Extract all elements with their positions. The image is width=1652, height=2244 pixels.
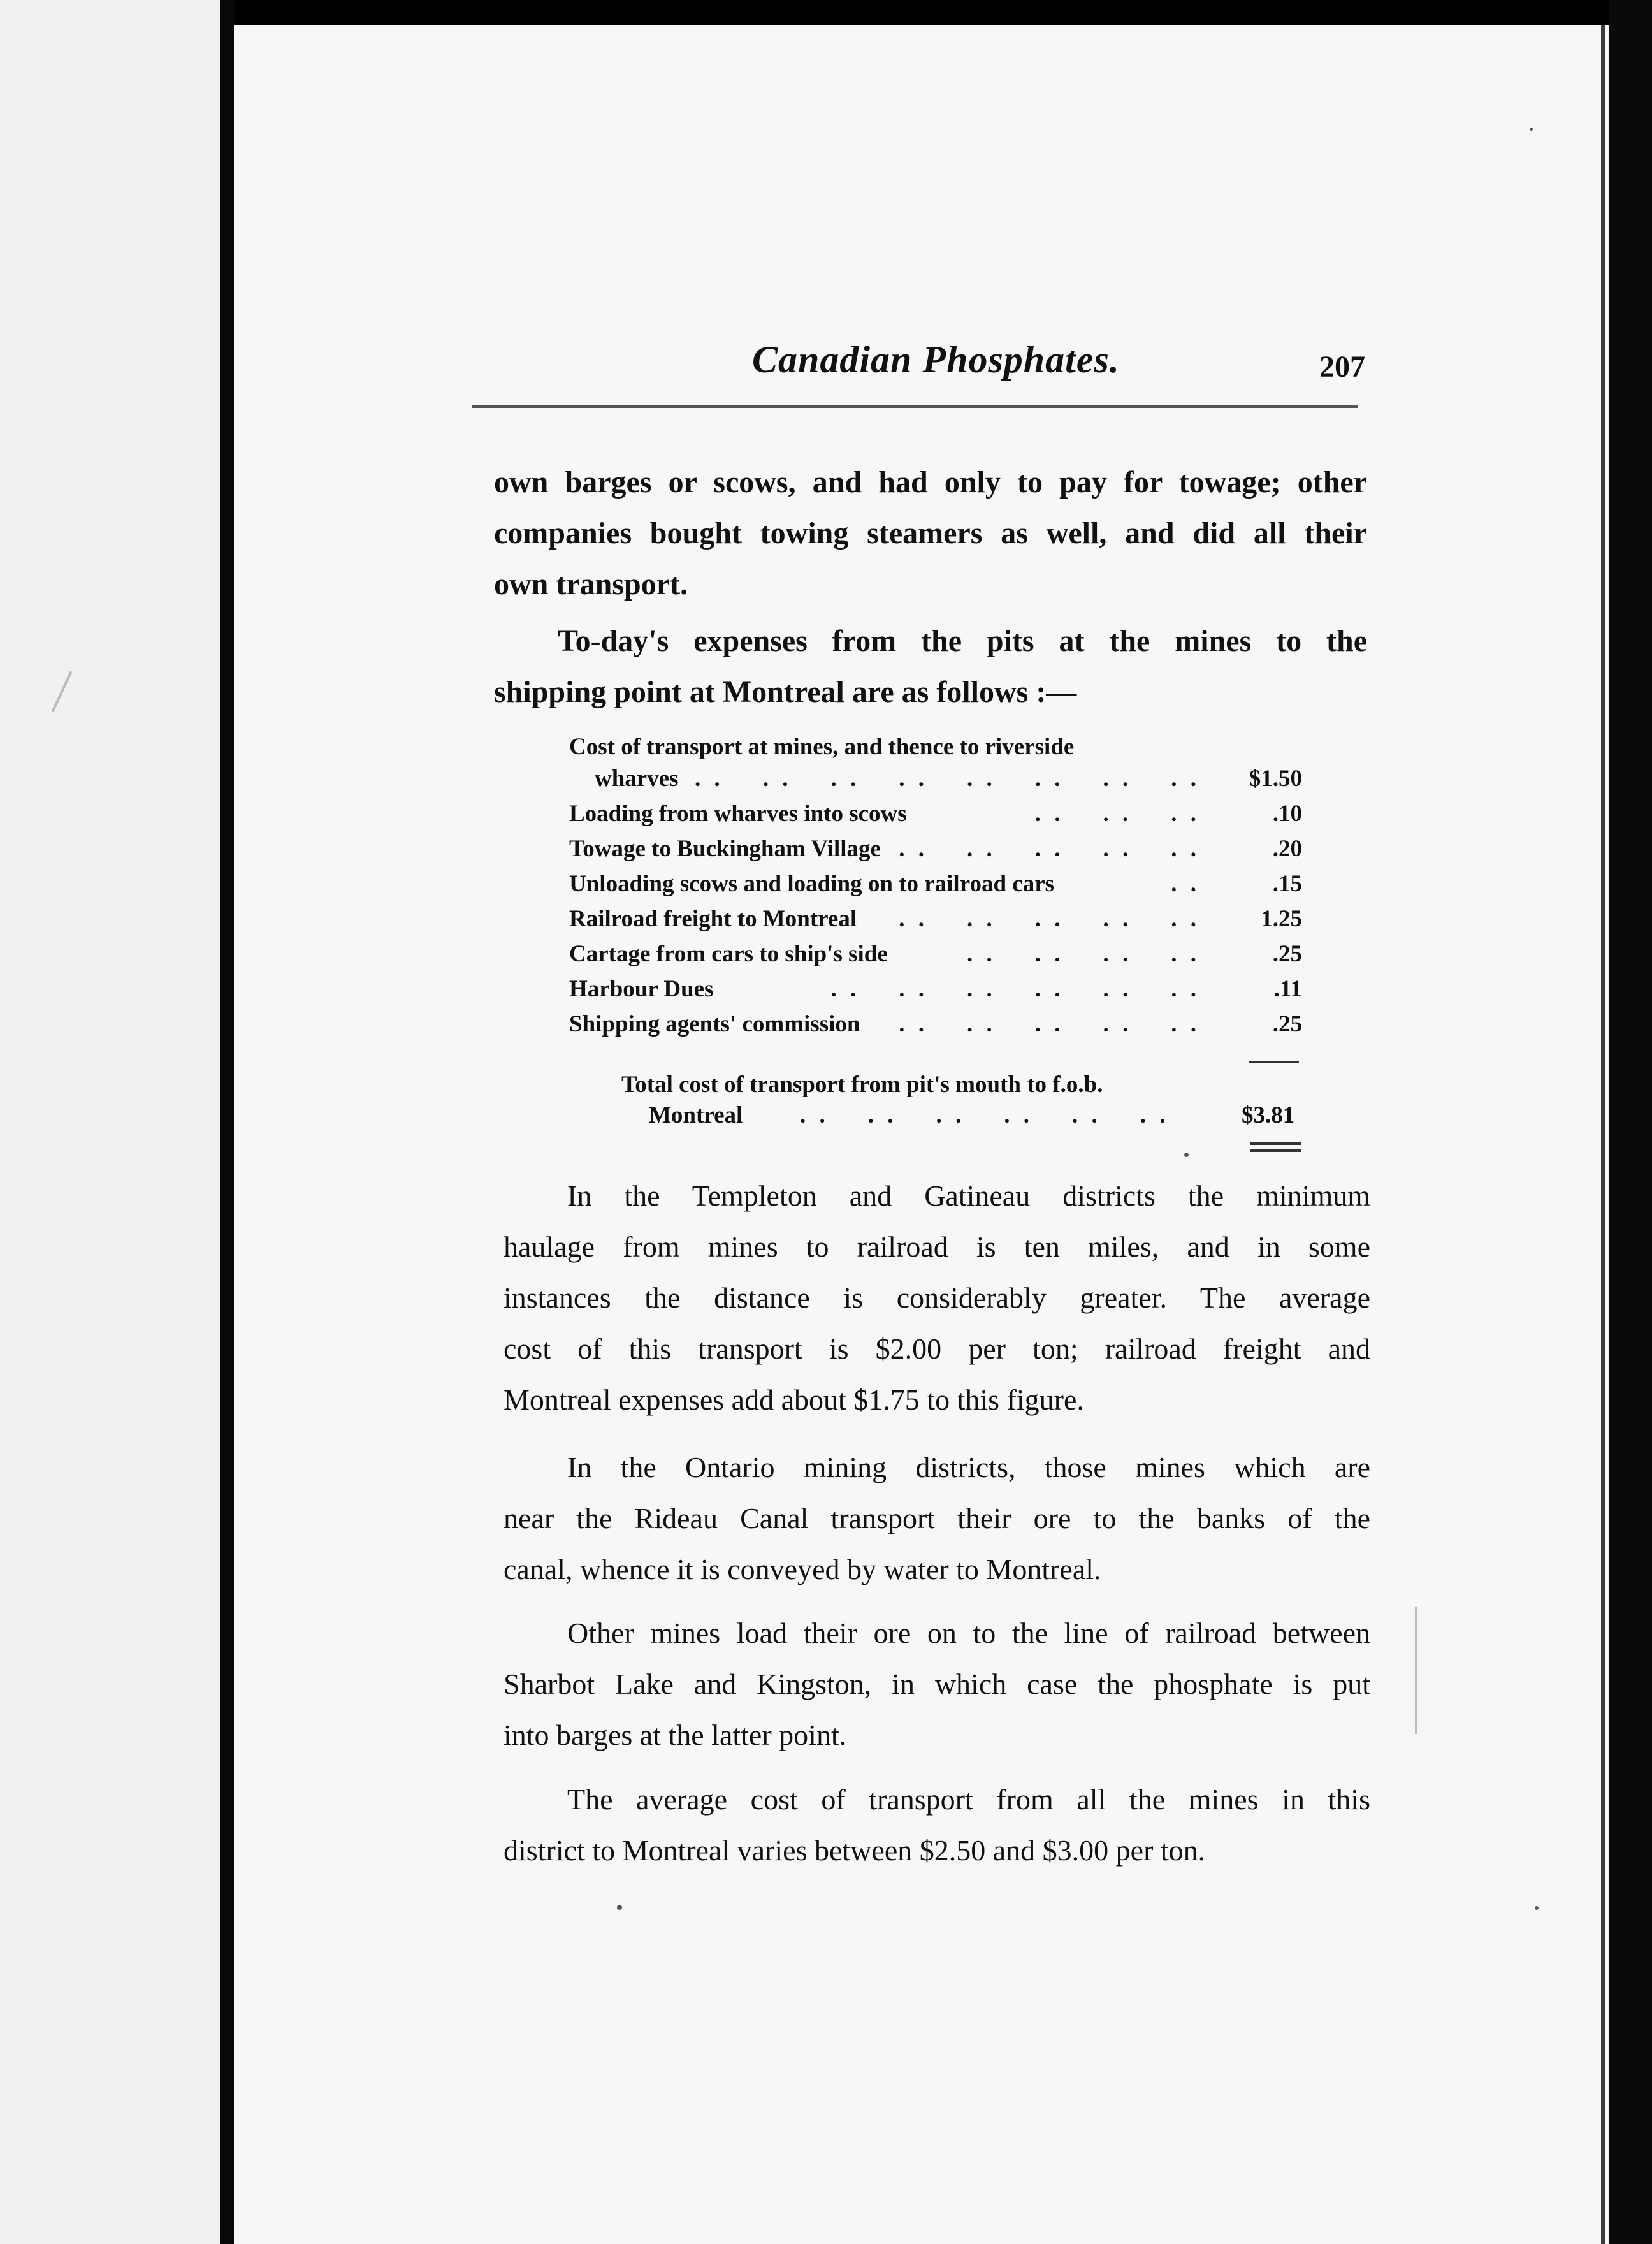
expense-description: Cartage from cars to ship's side	[569, 941, 888, 967]
facing-page	[0, 0, 220, 2244]
text-line: haulage from mines to railroad is ten miles, and in some	[504, 1230, 1370, 1263]
paper-speck	[1535, 1906, 1539, 1910]
total-label-line2: Montreal	[649, 1102, 743, 1128]
leader-dots: . . . . . . . . . .	[899, 1011, 1200, 1037]
page-number: 207	[1319, 350, 1365, 384]
text-line: district to Montreal varies between $2.50 and $3.00 per ton.	[504, 1834, 1206, 1867]
paragraph-templeton	[504, 1170, 1370, 1425]
book-gutter	[220, 0, 234, 2244]
expense-amount: .25	[1272, 1011, 1302, 1037]
expense-description: Unloading scows and loading on to railroad cars	[569, 871, 1055, 897]
text-line: The average cost of transport from all the mines in this	[567, 1783, 1370, 1816]
leader-dots: . .	[1171, 871, 1200, 897]
expense-row	[569, 870, 1302, 905]
paragraph-ontario	[504, 1442, 1370, 1595]
text-line: Other mines load their ore on to the line of railroad between	[567, 1617, 1370, 1649]
double-rule-bottom	[1250, 1149, 1301, 1152]
expense-description: Cost of transport at mines, and thence to riverside	[569, 734, 1075, 760]
text-line: shipping point at Montreal are as follows :—	[494, 675, 1077, 709]
paragraph-expenses-intro	[494, 616, 1367, 718]
expense-description: Railroad freight to Montreal	[569, 906, 857, 932]
paper-speck	[1530, 127, 1533, 131]
text-line: In the Templeton and Gatineau districts the minimum	[567, 1179, 1370, 1212]
expense-description: Towage to Buckingham Village	[569, 836, 881, 862]
text-line: Montreal expenses add about $1.75 to this figure.	[504, 1383, 1084, 1416]
expense-amount: .11	[1273, 976, 1302, 1002]
text-line: into barges at the latter point.	[504, 1719, 847, 1751]
expense-amount: .15	[1272, 871, 1302, 897]
text-line: canal, whence it is conveyed by water to Montreal.	[504, 1553, 1101, 1585]
double-rule-top	[1250, 1142, 1301, 1145]
paper-speck	[617, 1905, 622, 1910]
text-line: near the Rideau Canal transport their ore to the banks of the	[504, 1502, 1370, 1534]
expense-description: Loading from wharves into scows	[569, 801, 907, 827]
paragraph-other-mines	[504, 1608, 1370, 1761]
expense-amount: $1.50	[1249, 766, 1302, 792]
leader-dots: . . . . . . . . . .	[899, 836, 1200, 862]
paragraph-towage	[494, 457, 1367, 610]
expense-row	[569, 835, 1302, 870]
text-line: own barges or scows, and had only to pay for towage; other	[494, 465, 1367, 499]
expense-row	[569, 905, 1302, 940]
expense-row	[569, 733, 1302, 768]
leader-dots: . . . . . . . . . . . .	[830, 976, 1200, 1002]
header-rule	[472, 405, 1358, 408]
text-line: instances the distance is considerably greater. The average	[504, 1281, 1370, 1314]
expense-row	[569, 765, 1302, 799]
sum-rule	[1249, 1061, 1299, 1063]
expense-row	[569, 975, 1302, 1010]
expense-amount: .10	[1272, 801, 1302, 827]
paper-mark	[1415, 1606, 1417, 1734]
total-amount: $3.81	[1242, 1102, 1295, 1128]
expense-description: Harbour Dues	[569, 976, 714, 1002]
text-line: own transport.	[494, 567, 688, 601]
leader-dots: . . . . . . . . . . . .	[800, 1102, 1170, 1128]
paragraph-average-cost	[504, 1774, 1370, 1876]
text-line: In the Ontario mining districts, those mines which are	[567, 1451, 1370, 1483]
leader-dots: . . . . . . . . . . . . . . . .	[695, 766, 1200, 792]
expense-amount: 1.25	[1261, 906, 1302, 932]
text-line: Sharbot Lake and Kingston, in which case the phosphate is put	[504, 1668, 1370, 1700]
total-label-line1: Total cost of transport from pit's mouth to f.o.b.	[621, 1072, 1103, 1098]
running-header-title: Canadian Phosphates.	[752, 339, 1120, 381]
text-line: cost of this transport is $2.00 per ton; railroad freight and	[504, 1332, 1370, 1365]
leader-dots: . . . . . .	[1034, 801, 1200, 827]
leader-dots: . . . . . . . . . .	[899, 906, 1200, 932]
expense-description: Shipping agents' commission	[569, 1011, 860, 1037]
expense-row	[569, 800, 1302, 834]
text-line: To-day's expenses from the pits at the mines to the	[558, 624, 1367, 658]
page-edge-line	[1601, 26, 1605, 2244]
text-line: companies bought towing steamers as well, and did all their	[494, 516, 1367, 550]
expense-row	[569, 1010, 1302, 1045]
page-edge	[1609, 0, 1652, 2244]
expense-amount: .20	[1272, 836, 1302, 862]
expense-row	[569, 940, 1302, 975]
leader-dots: . . . . . . . .	[967, 941, 1200, 967]
expense-description: wharves	[595, 766, 679, 792]
expense-amount: .25	[1272, 941, 1302, 967]
paper-speck	[1184, 1153, 1189, 1157]
